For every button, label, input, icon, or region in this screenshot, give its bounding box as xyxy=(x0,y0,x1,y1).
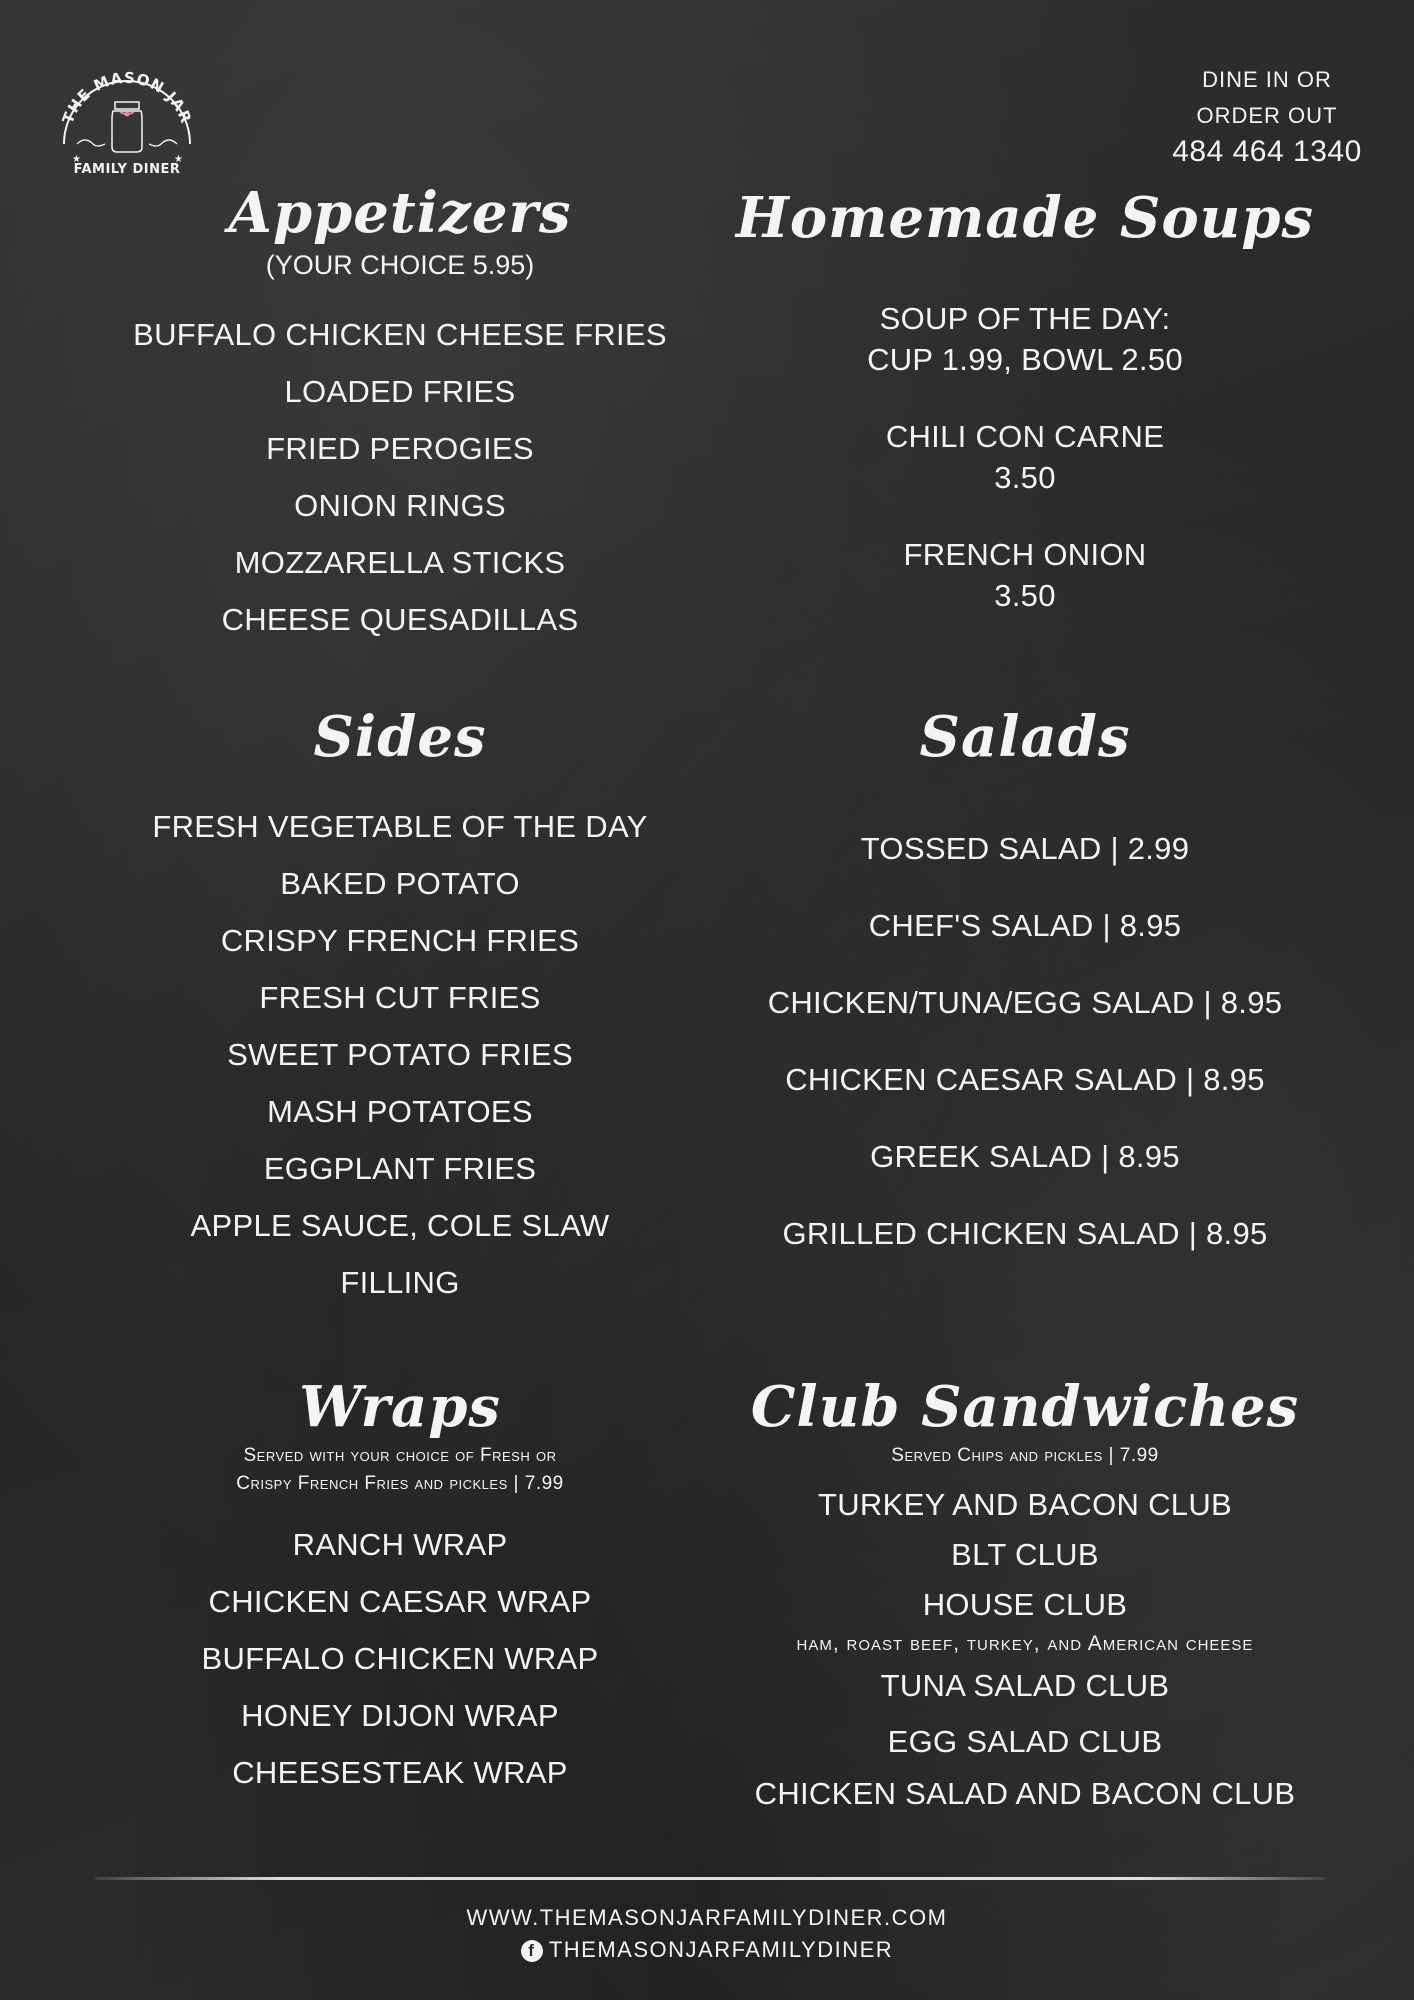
salad-item: GRILLED CHICKEN SALAD | 8.95 xyxy=(782,1216,1268,1251)
salads-section xyxy=(720,702,1330,1272)
clubs-note: Served Chips and pickles | 7.99 xyxy=(891,1445,1159,1466)
club-item: TUNA SALAD CLUB xyxy=(880,1668,1170,1703)
side-item: FILLING xyxy=(340,1265,460,1300)
appetizer-item: LOADED FRIES xyxy=(284,374,516,409)
salad-item: GREEK SALAD | 8.95 xyxy=(870,1139,1180,1174)
wraps-note-1: Served with your choice of Fresh or xyxy=(243,1445,557,1466)
clubs-heading: Club Sandwiches xyxy=(750,1374,1300,1440)
side-item: BAKED POTATO xyxy=(280,866,520,901)
appetizers-subtitle: (YOUR CHOICE 5.95) xyxy=(265,250,535,280)
svg-text:THE MASON JAR xyxy=(59,69,195,126)
soup-item-name: SOUP OF THE DAY: xyxy=(879,301,1171,336)
soups-section xyxy=(720,183,1330,616)
contact-line-2: ORDER OUT xyxy=(1196,103,1338,128)
side-item: MASH POTATOES xyxy=(267,1094,533,1129)
wrap-item: CHEESESTEAK WRAP xyxy=(232,1755,568,1790)
wrap-item: RANCH WRAP xyxy=(292,1527,508,1562)
side-item: APPLE SAUCE, COLE SLAW xyxy=(190,1208,610,1243)
svg-text:★: ★ xyxy=(72,154,81,165)
appetizer-item: BUFFALO CHICKEN CHEESE FRIES xyxy=(133,317,667,352)
salads-heading: Salads xyxy=(919,704,1131,770)
club-item: HOUSE CLUB xyxy=(922,1587,1128,1622)
side-item: EGGPLANT FRIES xyxy=(263,1151,537,1186)
club-item: CHICKEN SALAD AND BACON CLUB xyxy=(754,1776,1296,1811)
side-item: FRESH CUT FRIES xyxy=(259,980,541,1015)
svg-text:★: ★ xyxy=(174,154,183,165)
phone-number[interactable]: 484 464 1340 xyxy=(1172,135,1362,168)
website-link[interactable]: WWW.THEMASONJARFAMILYDINER.COM xyxy=(466,1905,948,1930)
side-item: FRESH VEGETABLE OF THE DAY xyxy=(152,809,648,844)
salad-item: TOSSED SALAD | 2.99 xyxy=(860,831,1190,866)
appetizer-item: CHEESE QUESADILLAS xyxy=(221,602,579,637)
contact-line-1: DINE IN OR xyxy=(1202,67,1332,92)
soup-item-price: CUP 1.99, BOWL 2.50 xyxy=(867,342,1183,377)
wraps-heading: Wraps xyxy=(299,1374,501,1440)
logo-bottom-text: FAMILY DINER xyxy=(73,162,181,177)
facebook-link[interactable] xyxy=(0,1937,1414,1963)
salad-item: CHICKEN CAESAR SALAD | 8.95 xyxy=(785,1062,1265,1097)
wraps-section xyxy=(100,1372,700,1801)
footer xyxy=(0,1905,1414,1963)
wraps-note-2: Crispy French Fries and pickles | 7.99 xyxy=(236,1473,564,1494)
house-club-note: ham, roast beef, turkey, and American cheese xyxy=(796,1632,1254,1655)
mason-jar-logo xyxy=(52,62,202,177)
soup-item-name: CHILI CON CARNE xyxy=(885,419,1165,454)
side-item: CRISPY FRENCH FRIES xyxy=(220,923,580,958)
club-item: EGG SALAD CLUB xyxy=(887,1724,1163,1759)
wrap-item: BUFFALO CHICKEN WRAP xyxy=(201,1641,599,1676)
salad-item: CHICKEN/TUNA/EGG SALAD | 8.95 xyxy=(767,985,1283,1020)
logo-top-text: THE MASON JAR xyxy=(58,68,196,127)
facebook-handle: THEMASONJARFAMILYDINER xyxy=(548,1937,894,1962)
soup-item-name: FRENCH ONION xyxy=(903,537,1147,572)
soup-item-price: 3.50 xyxy=(994,578,1056,613)
appetizer-item: ONION RINGS xyxy=(294,488,506,523)
side-item: SWEET POTATO FRIES xyxy=(227,1037,573,1072)
soups-heading: Homemade Soups xyxy=(735,185,1315,251)
appetizers-heading: Appetizers xyxy=(228,180,572,246)
club-item: BLT CLUB xyxy=(951,1537,1099,1572)
wrap-item: CHICKEN CAESAR WRAP xyxy=(208,1584,592,1619)
sides-section xyxy=(100,702,700,1311)
appetizer-item: FRIED PEROGIES xyxy=(266,431,534,466)
mason-jar-logo-graphic xyxy=(52,62,202,177)
soup-item-price: 3.50 xyxy=(994,460,1056,495)
salad-item: CHEF'S SALAD | 8.95 xyxy=(868,908,1182,943)
sides-heading: Sides xyxy=(313,704,487,770)
facebook-icon: f xyxy=(521,1940,543,1962)
club-item: TURKEY AND BACON CLUB xyxy=(818,1487,1232,1522)
appetizers-section xyxy=(100,178,700,648)
contact-block xyxy=(1172,62,1362,170)
clubs-section xyxy=(720,1372,1330,1818)
footer-divider xyxy=(95,1877,1325,1880)
appetizer-item: MOZZARELLA STICKS xyxy=(234,545,566,580)
wrap-item: HONEY DIJON WRAP xyxy=(241,1698,559,1733)
